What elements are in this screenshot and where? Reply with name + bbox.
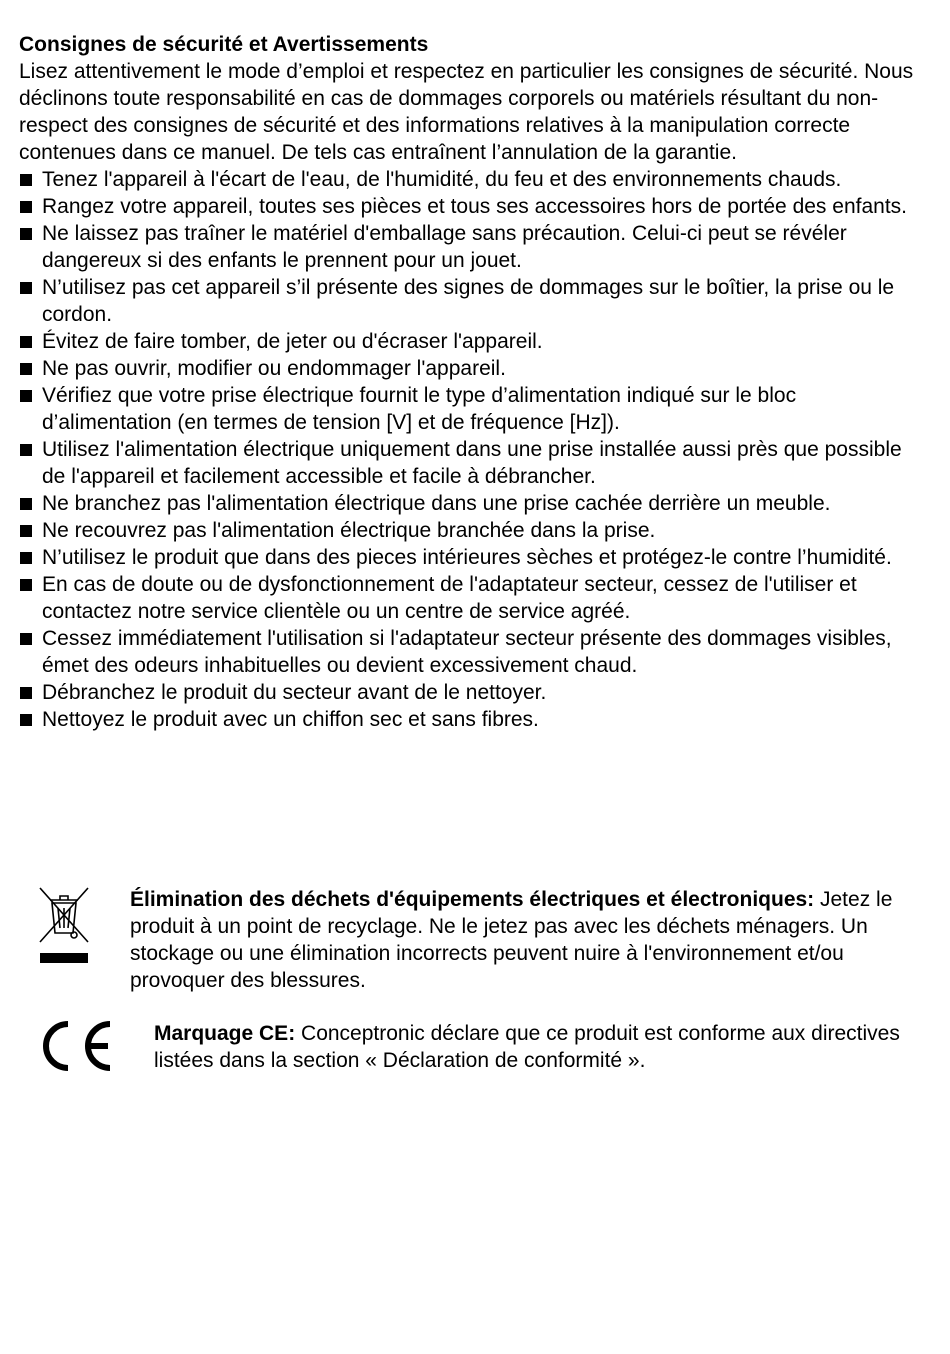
safety-item-text: N’utilisez pas cet appareil s’il présente des signes de dommages sur le boîtier, la prise ou le cordon. [42, 276, 895, 326]
ce-mark-icon [36, 1018, 114, 1074]
safety-item [19, 625, 929, 679]
weee-label: Élimination des déchets d'équipements électriques et électroniques: [130, 888, 815, 911]
safety-item [19, 436, 929, 490]
safety-item-text: N’utilisez le produit que dans des pieces intérieures sèches et protégez-le contre l’humidité. [42, 546, 892, 569]
safety-item-text: Rangez votre appareil, toutes ses pièces et tous ses accessoires hors de portée des enfants. [42, 195, 907, 218]
safety-item [19, 571, 929, 625]
safety-item-text: Cessez immédiatement l'utilisation si l'adaptateur secteur présente des dommages visibles, émet des odeurs inhabituelles ou devient excessivement chaud. [42, 627, 892, 677]
weee-text: Jetez le produit à un point de recyclage. Ne le jetez pas avec les déchets ménagers. Un stockage ou une élimination incorrects peuvent nuire à l'environnement et/ou provoquer des blessures. [130, 888, 893, 992]
safety-item-text: En cas de doute ou de dysfonctionnement de l'adaptateur secteur, cessez de l'utiliser et contactez notre service clientèle ou un centre de service agréé. [42, 573, 857, 623]
square-bullet-icon [20, 687, 32, 699]
square-bullet-icon [20, 498, 32, 510]
safety-item-text: Ne recouvrez pas l'alimentation électrique branchée dans la prise. [42, 519, 656, 542]
safety-item [19, 274, 929, 328]
safety-item-text: Ne branchez pas l'alimentation électrique dans une prise cachée derrière un meuble. [42, 492, 831, 515]
section-title: Consignes de sécurité et Avertissements [19, 33, 429, 56]
ce-text: Conceptronic déclare que ce produit est conforme aux directives listées dans la section « Déclaration de conformité ». [154, 1022, 900, 1072]
square-bullet-icon [20, 525, 32, 537]
intro-paragraph: Lisez attentivement le mode d’emploi et respectez en particulier les consignes de sécurité. Nous déclinons toute responsabilité en cas de dommages corporels ou matériels résultant du non-respect des consignes de sécurité et des informations relatives à la manipulation correcte contenues dans ce manuel. De tels cas entraînent l’annulation de la garantie. [19, 60, 914, 164]
safety-item [19, 382, 929, 436]
square-bullet-icon [20, 714, 32, 726]
ce-notice [154, 1020, 924, 1074]
safety-item [19, 544, 929, 571]
safety-item [19, 193, 929, 220]
safety-item-text: Débranchez le produit du secteur avant de le nettoyer. [42, 681, 547, 704]
square-bullet-icon [20, 579, 32, 591]
safety-item-text: Tenez l'appareil à l'écart de l'eau, de l'humidité, du feu et des environnements chauds. [42, 168, 842, 191]
safety-item-text: Utilisez l'alimentation électrique uniquement dans une prise installée aussi près que possible de l'appareil et facilement accessible et facile à débrancher. [42, 438, 902, 488]
safety-item-text: Ne laissez pas traîner le matériel d'emballage sans précaution. Celui-ci peut se révéler dangereux si des enfants le prennent pour un jouet. [42, 222, 847, 272]
safety-item-text: Évitez de faire tomber, de jeter ou d'écraser l'appareil. [42, 330, 543, 353]
safety-item [19, 328, 929, 355]
safety-section [19, 31, 929, 733]
crossed-out-wheelie-bin-icon [36, 886, 92, 966]
square-bullet-icon [20, 174, 32, 186]
square-bullet-icon [20, 444, 32, 456]
square-bullet-icon [20, 363, 32, 375]
safety-item [19, 517, 929, 544]
square-bullet-icon [20, 633, 32, 645]
safety-list [19, 166, 929, 733]
square-bullet-icon [20, 552, 32, 564]
safety-item [19, 706, 929, 733]
ce-label: Marquage CE: [154, 1022, 296, 1045]
square-bullet-icon [20, 390, 32, 402]
square-bullet-icon [20, 336, 32, 348]
safety-item [19, 490, 929, 517]
safety-item [19, 220, 929, 274]
square-bullet-icon [20, 228, 32, 240]
square-bullet-icon [20, 201, 32, 213]
safety-item-text: Vérifiez que votre prise électrique fournit le type d’alimentation indiqué sur le bloc d’alimentation (en termes de tension [V] et de fréquence [Hz]). [42, 384, 797, 434]
safety-item [19, 355, 929, 382]
safety-item-text: Nettoyez le produit avec un chiffon sec et sans fibres. [42, 708, 539, 731]
square-bullet-icon [20, 282, 32, 294]
weee-notice [130, 886, 910, 994]
safety-item [19, 166, 929, 193]
safety-item [19, 679, 929, 706]
safety-item-text: Ne pas ouvrir, modifier ou endommager l'appareil. [42, 357, 506, 380]
